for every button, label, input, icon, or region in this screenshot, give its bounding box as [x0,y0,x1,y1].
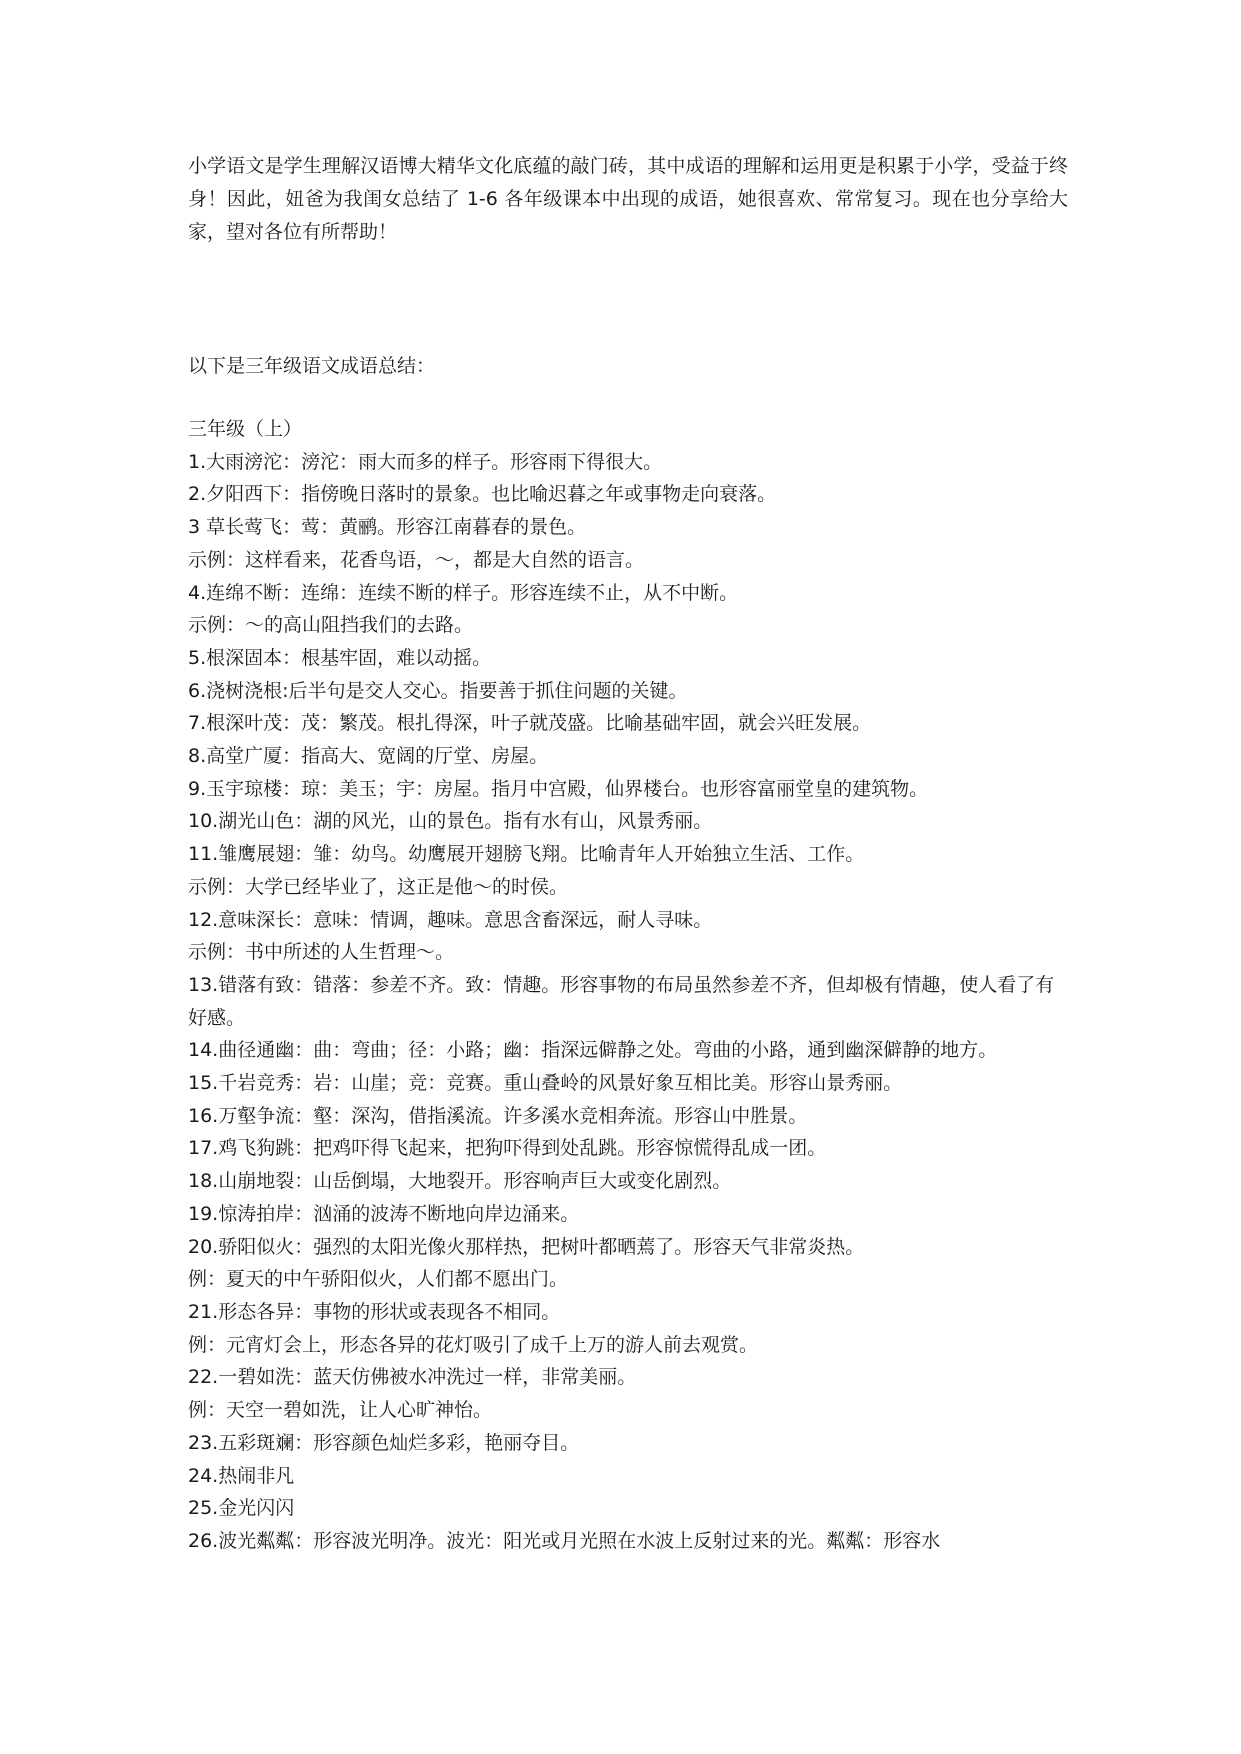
example-line: 示例：书中所述的人生哲理～。 [188,941,455,964]
list-item: 2.夕阳西下：指傍晚日落时的景象。也比喻迟暮之年或事物走向衰落。 [188,483,777,506]
list-item: 18.山崩地裂：山岳倒塌，大地裂开。形容响声巨大或变化剧烈。 [188,1170,732,1193]
list-item: 23.五彩斑斓：形容颜色灿烂多彩，艳丽夺目。 [188,1431,580,1454]
list-item: 14.曲径通幽：曲：弯曲；径：小路；幽：指深远僻静之处。弯曲的小路，通到幽深僻静的地方。 [188,1039,998,1062]
list-item: 10.湖光山色：湖的风光，山的景色。指有水有山，风景秀丽。 [188,810,713,833]
list-item: 5.根深固本：根基牢固，难以动摇。 [188,646,492,669]
list-item: 26.波光粼粼：形容波光明净。波光：阳光或月光照在水波上反射过来的光。粼粼：形容水 [188,1529,941,1552]
example-line: 示例：～的高山阻挡我们的去路。 [188,614,474,637]
list-item: 9.玉宇琼楼：琼：美玉；宇：房屋。指月中宫殿，仙界楼台。也形容富丽堂皇的建筑物。 [188,777,929,800]
list-item: 17.鸡飞狗跳：把鸡吓得飞起来，把狗吓得到处乱跳。形容惊慌得乱成一团。 [188,1137,827,1160]
example-line: 例：夏天的中午骄阳似火，人们都不愿出门。 [188,1268,569,1291]
list-item: 15.千岩竞秀：岩：山崖；竞：竞赛。重山叠岭的风景好象互相比美。形容山景秀丽。 [188,1072,903,1095]
example-line: 例：元宵灯会上，形态各异的花灯吸引了成千上万的游人前去观赏。 [188,1333,759,1356]
list-item: 16.万壑争流：壑：深沟，借指溪流。许多溪水竞相奔流。形容山中胜景。 [188,1104,808,1127]
list-item: 22.一碧如洗：蓝天仿佛被水冲洗过一样，非常美丽。 [188,1366,637,1389]
document-page [188,150,1068,1552]
list-item: 20.骄阳似火：强烈的太阳光像火那样热，把树叶都晒蔫了。形容天气非常炎热。 [188,1235,865,1258]
example-line: 示例：大学已经毕业了，这正是他～的时侯。 [188,875,569,898]
idiom-list [188,413,1068,1558]
example-line: 例：天空一碧如洗，让人心旷神怡。 [188,1399,493,1422]
list-item: 13.错落有致：错落：参差不齐。致：情趣。形容事物的布局虽然参差不齐，但却极有情趣，使人看了有好感。 [188,973,1055,1029]
section-heading: 以下是三年级语文成语总结： [188,355,436,377]
list-item: 12.意味深长：意味：情调，趣味。意思含畜深远，耐人寻味。 [188,908,713,931]
example-line: 示例：这样看来，花香鸟语，～，都是大自然的语言。 [188,548,645,571]
grade-heading: 三年级（上） [188,418,303,440]
list-item: 11.雏鹰展翅：雏：幼鸟。幼鹰展开翅膀飞翔。比喻青年人开始独立生活、工作。 [188,843,865,866]
list-item: 25.金光闪闪 [188,1497,295,1520]
list-item: 4.连绵不断：连绵：连续不断的样子。形容连续不止，从不中断。 [188,581,739,604]
list-item: 19.惊涛拍岸：汹涌的波涛不断地向岸边涌来。 [188,1202,580,1225]
intro-paragraph: 小学语文是学生理解汉语博大精华文化底蕴的敲门砖，其中成语的理解和运用更是积累于小学，受益于终身！因此，妞爸为我闺女总结了 1-6 各年级课本中出现的成语，她很喜欢、常常复习。现在也分享给大家，望对各位有所帮助！ [188,155,1068,243]
list-item: 1.大雨滂沱：滂沱：雨大而多的样子。形容雨下得很大。 [188,450,663,473]
list-item: 24.热闹非凡 [188,1464,295,1487]
list-item: 7.根深叶茂：茂：繁茂。根扎得深，叶子就茂盛。比喻基础牢固，就会兴旺发展。 [188,712,872,735]
list-item: 21.形态各异：事物的形状或表现各不相同。 [188,1300,561,1323]
list-item: 6.浇树浇根:后半句是交人交心。指要善于抓住问题的关键。 [188,679,688,702]
list-item: 8.高堂广厦：指高大、宽阔的厅堂、房屋。 [188,745,549,768]
list-item: 3 草长莺飞：莺：黄鹂。形容江南暮春的景色。 [188,516,587,539]
